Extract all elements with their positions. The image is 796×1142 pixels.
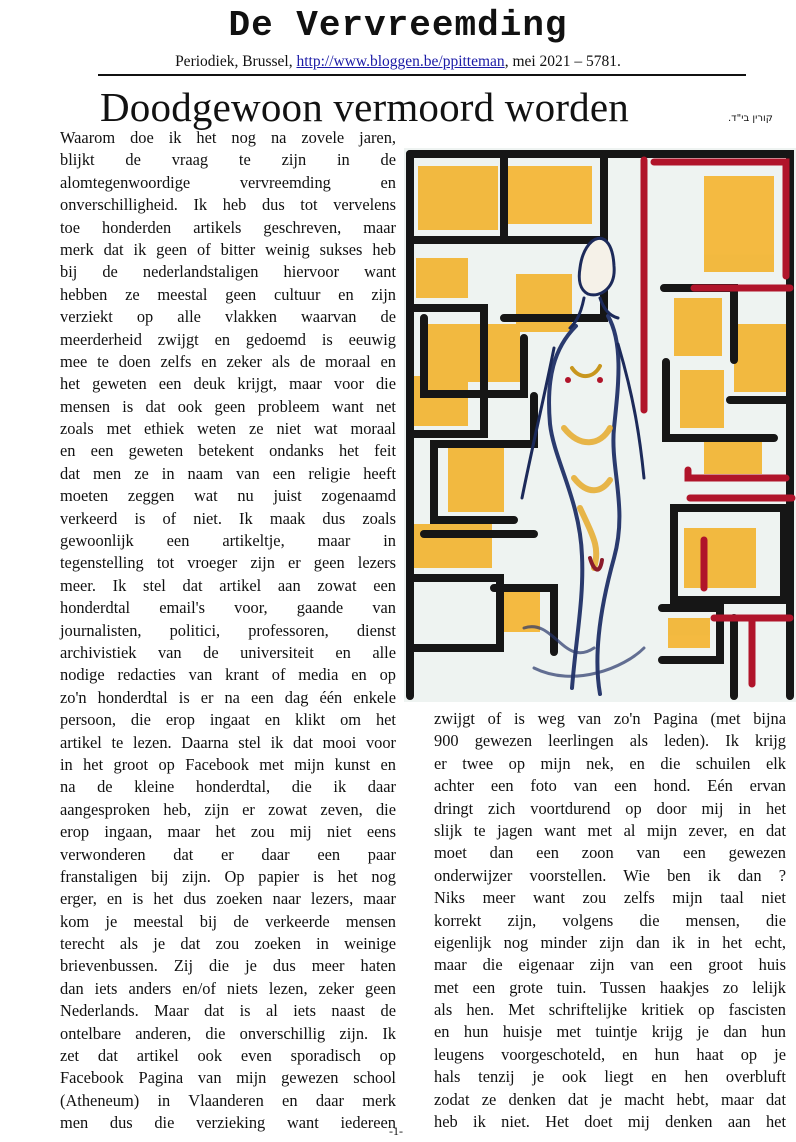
body-text-line: mee te doen zelfs en zeker als de moraal en bbox=[60, 351, 396, 371]
body-text-line: erger, en is het dus zoeken naar lezers, maar bbox=[60, 889, 396, 909]
body-text-line: mensen is dat ook geen probleem want net bbox=[60, 396, 396, 416]
subline-suffix: , mei 2021 – 5781. bbox=[504, 53, 621, 70]
body-text-line: achter een foto van een hond. Eén ervan bbox=[434, 776, 786, 796]
body-text-line: dat men ze in naam van een religie heeft bbox=[60, 463, 396, 483]
article-headline: Doodgewoon vermoord worden bbox=[100, 84, 629, 130]
body-text-line: gewoonlijk een artikeltje, maar in bbox=[60, 531, 396, 551]
body-text-line: verziekt op alle vlakken waarvan de bbox=[60, 307, 396, 327]
body-text-line: in het groot op Facebook met mijn kunst en bbox=[60, 754, 396, 774]
body-text-line: journalisten, politici, professoren, dienst bbox=[60, 620, 396, 640]
body-text-line: persoon, die erop ingaat en klikt om het bbox=[60, 710, 396, 730]
body-text-line: het geweten een deuk krijgt, maar voor die bbox=[60, 374, 396, 394]
body-text-line: moet dan een zoon van een gewezen bbox=[434, 843, 786, 863]
body-text-line: zwijgt of is weg van zo'n Pagina (met bijna bbox=[434, 709, 786, 728]
body-text-line: terecht als je dat zou zoeken in weinige bbox=[60, 934, 396, 954]
body-text-line: archivistiek van de universiteit en alle bbox=[60, 642, 396, 662]
body-text-line: Nederlands. Maar dat is al iets naast de bbox=[60, 1001, 396, 1021]
body-text-line: bij de nederlandstaligen hiervoor want bbox=[60, 262, 396, 282]
body-text-line: franstaligen bij zijn. Op papier is het nog bbox=[60, 866, 396, 886]
painted-figure-artwork bbox=[404, 148, 796, 702]
body-text-line: alomtegenwoordige vervreemding en bbox=[60, 172, 396, 192]
body-text-line: hebben ze meestal geen cultuur en zijn bbox=[60, 284, 396, 304]
body-text-line: honderdtal email's voor, gaande van bbox=[60, 598, 396, 618]
body-text-line: onderwijzer voorstellen. Wie ben ik dan ? bbox=[434, 865, 786, 885]
left-column bbox=[60, 127, 396, 1135]
body-text-line: zodat ze denken dat je macht hebt, maar dat bbox=[434, 1089, 786, 1109]
masthead-title: De Vervreemding bbox=[228, 5, 568, 46]
body-text-line: 900 gewezen leerlingen als leden). Ik krijg bbox=[434, 731, 786, 751]
body-text-line: er twee op mijn nek, en die schuilen elk bbox=[434, 753, 786, 773]
body-text-line: na de kleine honderdtal, die ik daar bbox=[60, 777, 396, 797]
body-text-line: erop ingaan, maar het zou mij niet eens bbox=[60, 822, 396, 842]
body-text-line: slijk te jagen want met al mijn zever, en dat bbox=[434, 820, 786, 840]
body-text-line: onverschilligheid. Ik heb dus tot vervelens bbox=[60, 195, 396, 215]
body-text-line: zo'n honderdtal is er na een dag één enkele bbox=[60, 687, 396, 707]
body-text-line: merk dat ik geen of bitter weinig sukses heb bbox=[60, 239, 396, 259]
body-text-line: als hen. Met schriftelijke kritiek op fascisten bbox=[434, 1000, 786, 1020]
body-text-line: nodige redacties van krant of media en op bbox=[60, 665, 396, 685]
body-text-line: tegenstelling tot vroeger zijn er geen lezers bbox=[60, 553, 396, 573]
right-column bbox=[434, 708, 786, 1133]
body-text-line: brievenbussen. Zij die je dus meer haten bbox=[60, 956, 396, 976]
body-text-line: korrekt zijn, volgens die mensen, die bbox=[434, 910, 786, 930]
body-text-line: men dus die verzieking want iedereen bbox=[60, 1113, 396, 1133]
body-text-line: artikel te lezen. Daarna stel ik dat mooi voor bbox=[60, 732, 396, 752]
body-text-line: hals tenzij je ook liegt en hen overbluft bbox=[434, 1067, 786, 1087]
body-text-line: toe honderden artikels geschreven, maar bbox=[60, 217, 396, 237]
header-rule bbox=[98, 74, 746, 76]
body-text-line: met een grote tuin. Tussen haakjes zo lelijk bbox=[434, 977, 786, 997]
body-text-line: dan iets anders en/of niets lezen, zeker geen bbox=[60, 978, 396, 998]
body-text-line: moeten zeggen wat nu juist zogenaamd bbox=[60, 486, 396, 506]
body-text-line: verwonderen dat er daar een paar bbox=[60, 844, 396, 864]
body-text-line: leugens voorgeschoteld, en hun haat op je bbox=[434, 1044, 786, 1064]
body-text-line: (Atheneum) in Vlaanderen en daar merk bbox=[60, 1090, 396, 1110]
body-text-line: zoals met ethiek weten ze niet wat moraal bbox=[60, 419, 396, 439]
body-text-line: dringt zich voortdurend op door mij in het bbox=[434, 798, 786, 818]
body-text-line: ontelbare anderen, die onverschillig zijn. Ik bbox=[60, 1023, 396, 1043]
publication-subline bbox=[0, 52, 796, 72]
body-text-line: meer. Ik stel dat artikel aan zowat een bbox=[60, 575, 396, 595]
body-text-line: Waarom doe ik het nog na zovele jaren, bbox=[60, 128, 396, 147]
body-text-line: aangesproken heb, zijn er zowat zeven, die bbox=[60, 799, 396, 819]
body-text-line: maar die eigenaar zijn van een groot huis bbox=[434, 955, 786, 975]
body-text-line: verkeerd is of niet. Ik maak dus zoals bbox=[60, 508, 396, 528]
body-text-line: Niks meer want zou zelfs mijn taal niet bbox=[434, 888, 786, 908]
body-text-line: heb ik niet. Het doet mij denken aan het bbox=[434, 1112, 786, 1132]
body-text-line: kom je meestal bij de verkeerde mensen bbox=[60, 911, 396, 931]
page-number: -1- bbox=[389, 1124, 403, 1138]
author-signature: קורין בי"ד. bbox=[728, 113, 773, 124]
body-text-line: zet dat artikel ook even sporadisch op bbox=[60, 1046, 396, 1066]
body-text-line: Facebook Pagina van mijn gewezen school bbox=[60, 1068, 396, 1088]
subline-prefix: Periodiek, Brussel, bbox=[175, 53, 297, 70]
body-text-line: eigenlijk nog minder zijn dan ik in het echt, bbox=[434, 932, 786, 952]
blog-link[interactable]: http://www.bloggen.be/ppitteman bbox=[296, 53, 505, 70]
body-text-line: en een geweten betekent ondanks het feit bbox=[60, 441, 396, 461]
body-text-line: blijkt de vraag te zijn in de bbox=[60, 150, 396, 170]
body-text-line: en hun huisje met tuintje krijg je dan hun bbox=[434, 1022, 786, 1042]
body-text-line: meerderheid zwijgt en gedoemd is eeuwig bbox=[60, 329, 396, 349]
